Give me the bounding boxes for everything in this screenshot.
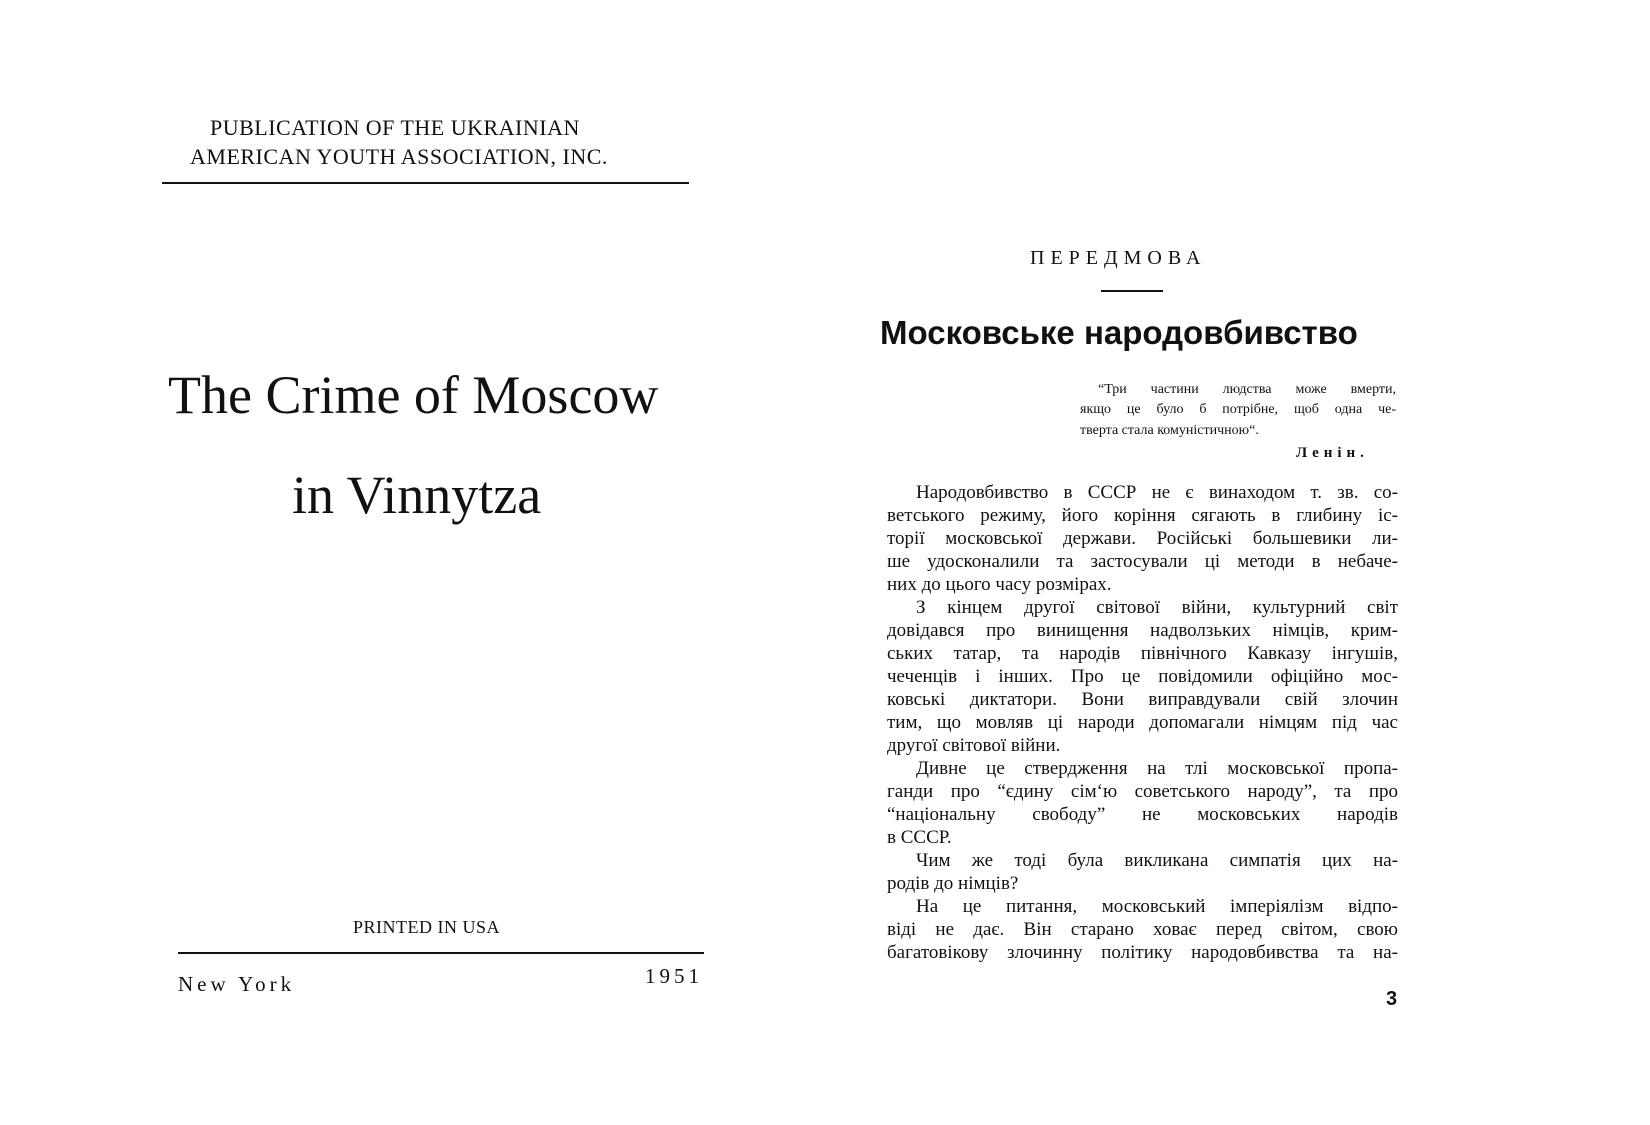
body-line: Чим же тоді була викликана симпатія цих на- <box>916 850 1398 871</box>
city: New York <box>178 972 296 996</box>
body-line: Дивне це ствердження на тлі московської пропа- <box>916 758 1398 779</box>
epigraph-line: “Три частини людства може вмерти, <box>1098 382 1396 397</box>
body-line: З кінцем другої світової війни, культурний світ <box>916 597 1398 618</box>
page-number: 3 <box>1386 988 1398 1010</box>
body-line: другої світової війни. <box>887 735 1061 756</box>
body-line: віді не дає. Він старано ховає перед світом, свою <box>887 919 1398 940</box>
body-line: ше удосконалили та застосували ці методи в небаче- <box>887 551 1398 572</box>
epigraph-author: Ленін. <box>1296 445 1369 461</box>
section-label: ПЕРЕДМОВА <box>1030 247 1207 269</box>
body-line: чеченців і інших. Про це повідомили офіційно мос- <box>887 666 1398 687</box>
body-line: ських татар, та народів північного Кавказу інгушів, <box>887 643 1398 664</box>
publisher-line-1: PUBLICATION OF THE UKRAINIAN <box>210 115 580 140</box>
printed-in-usa: PRINTED IN USA <box>353 917 501 937</box>
body-line: них до цього часу розмірах. <box>887 574 1112 595</box>
chapter-heading: Московське народовбивство <box>880 314 1358 351</box>
publisher-line-2: AMERICAN YOUTH ASSOCIATION, INC. <box>190 144 608 169</box>
book-title-line-1: The Crime of Moscow <box>168 365 659 425</box>
book-title-line-2: in Vinnytza <box>292 465 542 525</box>
epigraph-line: тверта стала комуністичною“. <box>1080 423 1259 438</box>
section-divider <box>1101 290 1163 292</box>
body-line: торії московської держави. Російські большевики ли- <box>887 528 1398 549</box>
body-line: На це питання, московський імперіялізм відпо- <box>916 896 1398 917</box>
header-divider <box>162 182 689 184</box>
footer-divider <box>178 952 704 954</box>
body-line: багатовікову злочинну політику народовбивства та на- <box>887 942 1398 963</box>
body-line: Народовбивство в СССР не є винаходом т. зв. со- <box>916 482 1398 503</box>
body-line: тим, що мовляв ці народи допомагали німцям під час <box>887 712 1398 733</box>
body-line: ковські диктатори. Вони виправдували свій злочин <box>887 689 1398 710</box>
body-line: довідався про винищення надволзьких німців, крим- <box>887 620 1398 641</box>
body-line: ветського режиму, його коріння сягають в глибину іс- <box>887 505 1398 526</box>
body-line: ганди про “єдину сім‘ю советського народу”, та про <box>887 781 1398 802</box>
epigraph-line: якщо це було б потрібне, щоб одна че- <box>1080 402 1396 417</box>
body-line: “національну свободу” не московських народів <box>887 804 1398 825</box>
year: 1951 <box>645 964 703 988</box>
body-line: в СССР. <box>887 827 952 848</box>
body-line: родів до німців? <box>887 873 1019 894</box>
